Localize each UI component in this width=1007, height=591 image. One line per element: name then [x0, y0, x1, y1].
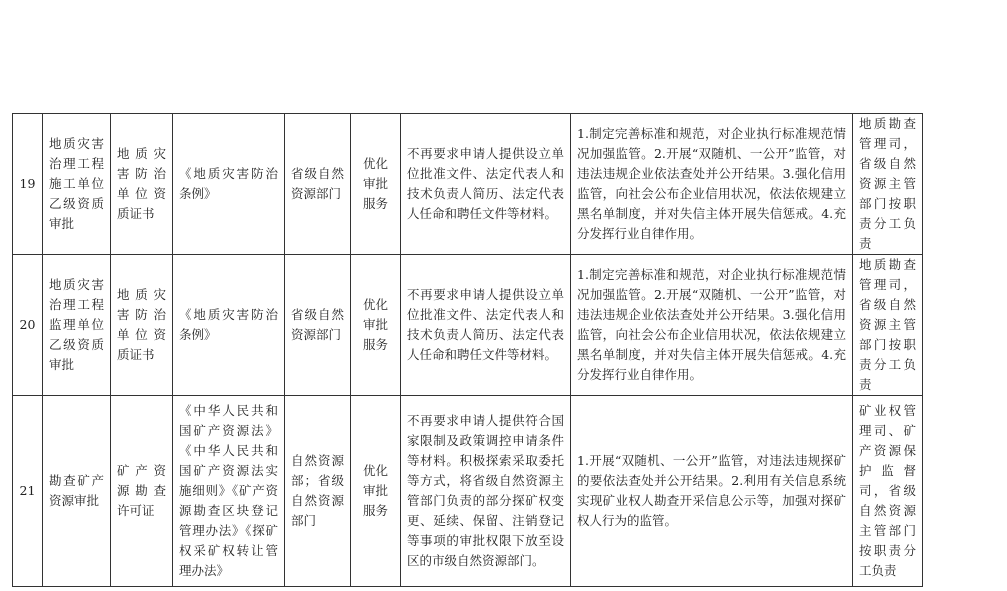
approval-authority: 自然资源部；省级自然资源部门 — [285, 396, 351, 587]
supervision-measures: 1.开展“双随机、一公开”监管，对违法违规探矿的要依法查处并公开结果。2.利用有关信息系统实现矿业权人勘查开采信息公示等，加强对探矿权人行为的监管。 — [571, 396, 853, 587]
approval-item-name: 勘查矿产资源审批 — [43, 396, 111, 587]
reform-measures: 不再要求申请人提供设立单位批准文件、法定代表人和技术负责人简历、法定代表人任命和聘任文件等材料。 — [401, 114, 571, 255]
approval-authority: 省级自然资源部门 — [285, 114, 351, 255]
legal-basis: 《中华人民共和国矿产资源法》《中华人民共和国矿产资源法实施细则》《矿产资源勘查区块登记管理办法》《探矿权采矿权转让管理办法》 — [173, 396, 285, 587]
table-row — [13, 255, 923, 396]
reform-method: 优化审批服务 — [351, 255, 401, 396]
legal-basis: 《地质灾害防治条例》 — [173, 255, 285, 396]
responsible-department: 地质勘查管理司，省级自然资源主管部门按职责分工负责 — [853, 255, 923, 396]
certificate-name: 地质灾害防治单位资质证书 — [111, 255, 173, 396]
approval-authority: 省级自然资源部门 — [285, 255, 351, 396]
row-number: 21 — [13, 396, 43, 587]
reform-measures: 不再要求申请人提供设立单位批准文件、法定代表人和技术负责人简历、法定代表人任命和聘任文件等材料。 — [401, 255, 571, 396]
reform-measures: 不再要求申请人提供符合国家限制及政策调控申请条件等材料。积极探索采取委托等方式，将省级自然资源主管部门负责的部分探矿权变更、延续、保留、注销登记等事项的审批权限下放至设区的市级自然资源部门。 — [401, 396, 571, 587]
table-row — [13, 114, 923, 255]
row-number: 20 — [13, 255, 43, 396]
approval-items-table — [12, 113, 923, 587]
supervision-measures: 1.制定完善标准和规范，对企业执行标准规范情况加强监管。2.开展“双随机、一公开”监管，对违法违规企业依法查处并公开结果。3.强化信用监管，向社会公布企业信用状况，依法依规建立黑名单制度，并对失信主体开展失信惩戒。4.充分发挥行业自律作用。 — [571, 255, 853, 396]
reform-method: 优化审批服务 — [351, 396, 401, 587]
legal-basis: 《地质灾害防治条例》 — [173, 114, 285, 255]
certificate-name: 矿产资源勘查许可证 — [111, 396, 173, 587]
reform-method: 优化审批服务 — [351, 114, 401, 255]
approval-item-name: 地质灾害治理工程监理单位乙级资质审批 — [43, 255, 111, 396]
certificate-name: 地质灾害防治单位资质证书 — [111, 114, 173, 255]
table-row — [13, 396, 923, 587]
supervision-measures: 1.制定完善标准和规范，对企业执行标准规范情况加强监管。2.开展“双随机、一公开”监管，对违法违规企业依法查处并公开结果。3.强化信用监管，向社会公布企业信用状况，依法依规建立黑名单制度，并对失信主体开展失信惩戒。4.充分发挥行业自律作用。 — [571, 114, 853, 255]
row-number: 19 — [13, 114, 43, 255]
responsible-department: 地质勘查管理司，省级自然资源主管部门按职责分工负责 — [853, 114, 923, 255]
responsible-department: 矿业权管理司、矿产资源保护监督司，省级自然资源主管部门按职责分工负责 — [853, 396, 923, 587]
approval-item-name: 地质灾害治理工程施工单位乙级资质审批 — [43, 114, 111, 255]
